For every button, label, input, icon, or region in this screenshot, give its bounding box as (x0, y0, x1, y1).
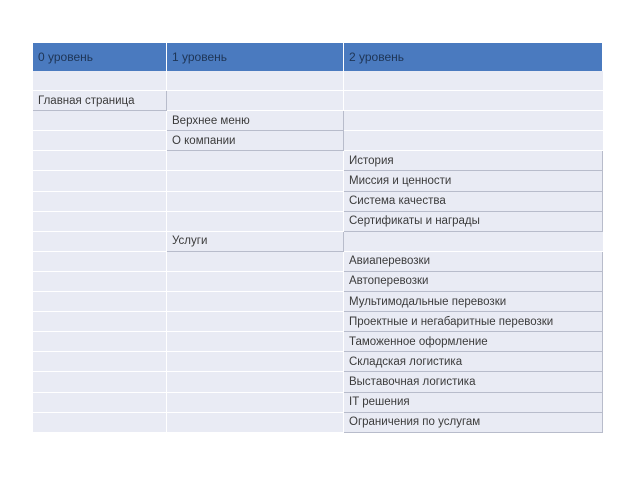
table-cell-level-1 (167, 292, 344, 312)
table-cell-level-1 (167, 192, 344, 212)
table-cell-level-0 (33, 252, 167, 272)
table-cell-level-1 (167, 171, 344, 191)
table-cell-level-0 (33, 232, 167, 252)
table-cell-level-1 (167, 252, 344, 272)
table-cell-level-2: Проектные и негабаритные перевозки (344, 312, 603, 332)
table-cell-level-0 (33, 312, 167, 332)
table-cell-level-0 (33, 372, 167, 392)
table-cell-level-1: Услуги (167, 232, 344, 252)
table-cell-level-2: Автоперевозки (344, 272, 603, 292)
site-structure-table (33, 43, 603, 433)
table-cell-level-1 (167, 332, 344, 352)
table-cell-level-2 (344, 131, 603, 151)
table-cell-level-0 (33, 111, 167, 131)
table-cell-level-0 (33, 393, 167, 413)
table-cell-level-0 (33, 352, 167, 372)
header-level-1: 1 уровень (167, 43, 344, 71)
table-cell-level-2: Выставочная логистика (344, 372, 603, 392)
table-cell-level-2: Складская логистика (344, 352, 603, 372)
table-cell-level-1 (167, 151, 344, 171)
table-cell-level-1 (167, 352, 344, 372)
table-cell-level-0 (33, 131, 167, 151)
table-cell-level-1 (167, 272, 344, 292)
table-cell-level-2 (344, 111, 603, 131)
table-cell-level-2: Миссия и ценности (344, 171, 603, 191)
table-cell-level-1 (167, 393, 344, 413)
table-cell-level-0 (33, 272, 167, 292)
table-cell-level-1 (167, 91, 344, 111)
header-level-2: 2 уровень (344, 43, 603, 71)
table-cell-level-1 (167, 212, 344, 232)
table-cell-level-2: IT решения (344, 393, 603, 413)
table-cell-level-0 (33, 212, 167, 232)
table-cell-level-0: Главная страница (33, 91, 167, 111)
table-cell-level-0 (33, 292, 167, 312)
table-cell-level-2 (344, 232, 603, 252)
table-cell-level-1: Верхнее меню (167, 111, 344, 131)
table-cell-level-2: Таможенное оформление (344, 332, 603, 352)
table-cell-level-1 (167, 413, 344, 433)
table-cell-level-0 (33, 332, 167, 352)
table-cell-level-2: Авиаперевозки (344, 252, 603, 272)
table-cell-level-2 (344, 71, 603, 91)
table-cell-level-1 (167, 312, 344, 332)
table-cell-level-0 (33, 171, 167, 191)
table-cell-level-2: Мультимодальные перевозки (344, 292, 603, 312)
table-cell-level-2: Система качества (344, 192, 603, 212)
table-cell-level-0 (33, 413, 167, 433)
table-cell-level-0 (33, 71, 167, 91)
table-cell-level-2 (344, 91, 603, 111)
table-cell-level-2: Ограничения по услугам (344, 413, 603, 433)
table-cell-level-2: Сертификаты и награды (344, 212, 603, 232)
table-cell-level-2: История (344, 151, 603, 171)
table-cell-level-1 (167, 372, 344, 392)
table-cell-level-0 (33, 192, 167, 212)
table-cell-level-1 (167, 71, 344, 91)
table-cell-level-0 (33, 151, 167, 171)
header-level-0: 0 уровень (33, 43, 167, 71)
table-cell-level-1: О компании (167, 131, 344, 151)
